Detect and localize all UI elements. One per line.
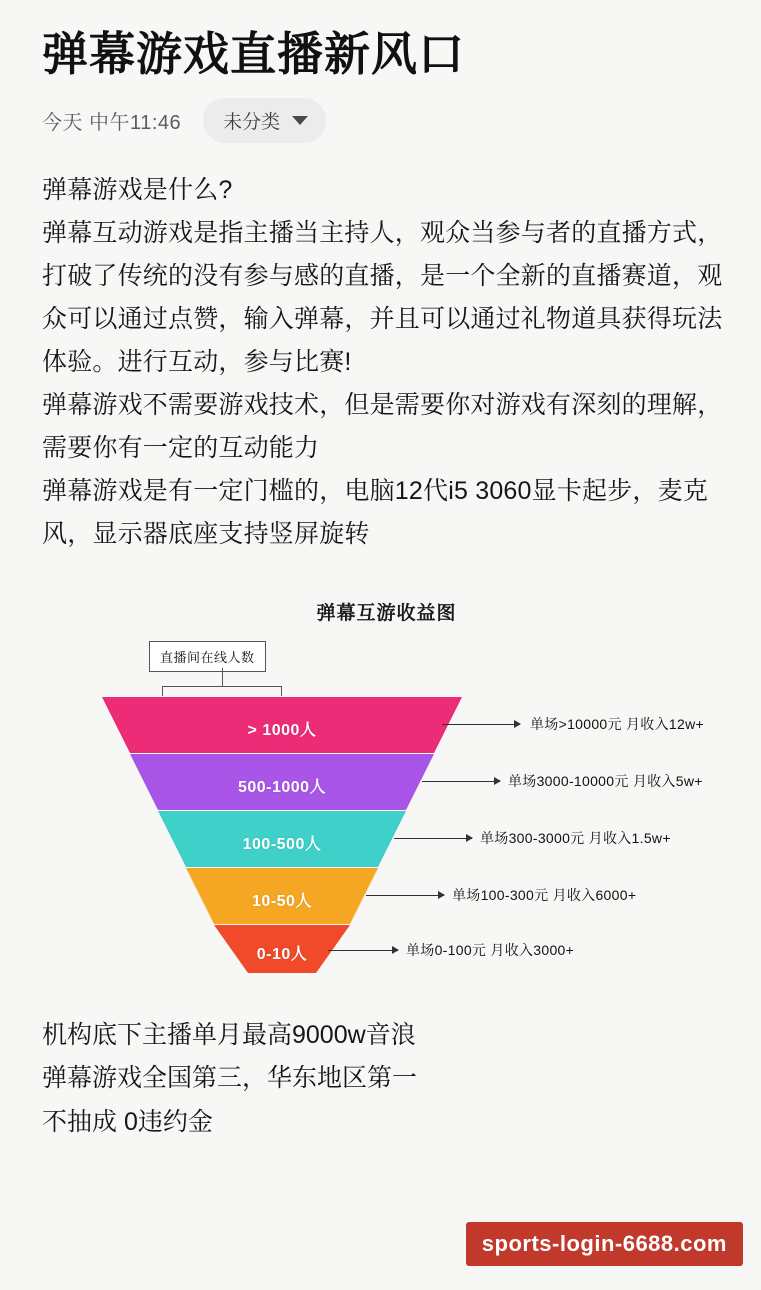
leader-line: [366, 895, 444, 896]
callout-stem: [222, 668, 223, 686]
leader-line: [394, 838, 472, 839]
tail-paragraph: 不抽成 0违约金: [42, 1107, 213, 1136]
funnel-annotation: 单场3000-10000元 月收入5w+: [508, 772, 703, 789]
funnel-annotation: 单场0-100元 月收入3000+: [406, 941, 575, 958]
funnel-callout-label: 直播间在线人数: [149, 641, 266, 672]
funnel-chart: [42, 635, 731, 975]
tail-paragraph: 弹幕游戏全国第三，华东地区第一: [42, 1064, 418, 1092]
chevron-down-icon: [292, 116, 308, 125]
funnel-annotations: [42, 697, 731, 975]
watermark: sports-login-6688.com: [466, 1222, 743, 1266]
leader-line: [328, 950, 398, 951]
figure-title: 弹幕互游收益图: [316, 602, 457, 624]
funnel-figure: [42, 598, 731, 998]
callout-bracket: [162, 686, 282, 687]
note-tail: [42, 1014, 731, 1145]
funnel-annotation: 单场300-3000元 月收入1.5w+: [480, 829, 671, 846]
funnel-annotation: 单场100-300元 月收入6000+: [452, 886, 637, 903]
funnel-segment-label: > 1000人: [247, 721, 317, 739]
funnel-segment-label: 10-50人: [252, 892, 312, 910]
body-paragraph: 弹幕游戏是什么?: [42, 175, 233, 204]
timestamp: 今天 中午11:46: [42, 111, 182, 134]
body-paragraph: 弹幕游戏是有一定门槛的，电脑12代i5 3060显卡起步，麦克风，显示器底座支持竖屏旋转: [42, 476, 709, 548]
body-paragraph: 弹幕游戏不需要游戏技术，但是需要你对游戏有深刻的理解，需要你有一定的互动能力: [42, 390, 723, 462]
note-meta: [42, 98, 731, 143]
tail-paragraph: 机构底下主播单月最高9000w音浪: [42, 1020, 416, 1049]
funnel-segment-label: 500-1000人: [237, 778, 327, 796]
funnel-segment-label: 0-10人: [256, 945, 308, 963]
funnel-segment-label: 100-500人: [242, 835, 322, 853]
body-paragraph: 弹幕互动游戏是指主播当主持人，观众当参与者的直播方式，打破了传统的没有参与感的直播，是一个全新的直播赛道，观众可以通过点赞，输入弹幕，并且可以通过礼物道具获得玩法体验。进行互动，参与比赛!: [42, 218, 723, 376]
category-label: 未分类: [223, 111, 281, 133]
note-body: [42, 169, 731, 556]
page-title: 弹幕游戏直播新风口: [42, 28, 465, 80]
leader-line: [442, 724, 520, 725]
leader-line: [422, 781, 500, 782]
category-selector[interactable]: [203, 98, 326, 143]
funnel-annotation: 单场>10000元 月收入12w+: [530, 715, 704, 732]
